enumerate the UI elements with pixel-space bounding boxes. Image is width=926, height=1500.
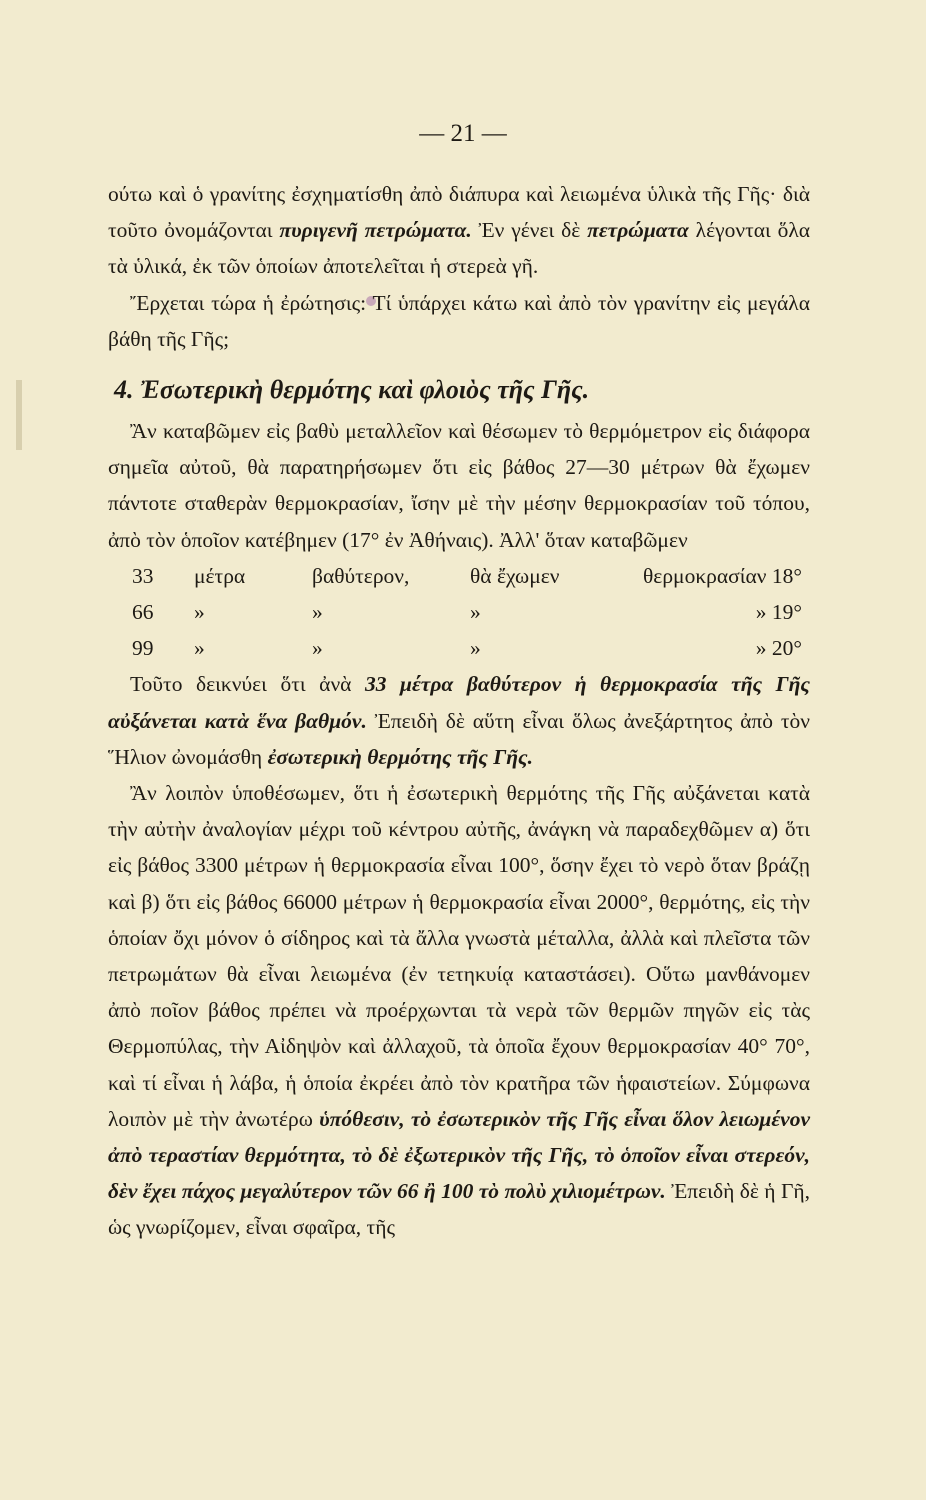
paragraph-2: Ἔρχεται τώρα ἡ ἐρώτησις: Τί ὑπάρχει κάτω καὶ ἀπὸ τὸν γρανίτην εἰς μεγάλα βάθη τῆς Γῆς; [108, 290, 810, 351]
page-number: — 21 — [419, 120, 507, 147]
table-row: 66 » » » » 19° [132, 600, 802, 625]
table-row: 33 μέτρα βαθύτερον, θὰ ἔχωμεν θερμοκρασίαν 18° [132, 563, 802, 588]
page-fold-mark [16, 380, 22, 450]
paragraph-4: Τοῦτο δεικνύει ὅτι ἀνὰ 33 μέτρα βαθύτερον ἡ θερμοκρασία τῆς Γῆς αὐξάνεται κατὰ ἕνα βαθμόν. Ἐπειδὴ δὲ αὕτη εἶναι ὅλως ἀνεξάρτητος ἀπὸ τὸν Ἥλιον ὠνομάσθη ἐσωτερικὴ θερμότης τῆς Γῆς. [108, 672, 811, 769]
paragraph-1: ούτω καὶ ὁ γρανίτης ἐσχηματίσθη ἀπὸ διάπυρα καὶ λειωμένα ὑλικὰ τῆς Γῆς· διὰ τοῦτο ὀνομάζονται πυριγενῆ πετρώματα. Ἐν γένει δὲ πετρώματα λέγονται ὅλα τὰ ὑλικά, ἐκ τῶν ὁποίων ἀποτελεῖται ἡ στερεὰ γῆ. [108, 182, 811, 279]
depth-temperature-table [132, 558, 802, 667]
section-heading: 4. Ἐσωτερικὴ θερμότης καὶ φλοιὸς τῆς Γῆς. [114, 375, 590, 405]
table-row: 99 » » » » 20° [132, 636, 802, 661]
body-text [108, 176, 810, 1246]
paragraph-3: Ἂν καταβῶμεν εἰς βαθὺ μεταλλεῖον καὶ θέσωμεν τὸ θερμόμετρον εἰς διάφορα σημεῖα αὐτοῦ, θὰ παρατηρήσωμεν ὅτι εἰς βάθος 27—30 μέτρων θὰ ἔχωμεν πάντοτε σταθερὰν θερμοκρασίαν, ἴσην μὲ τὴν μέσην θερμοκρασίαν τοῦ τόπου, ἀπὸ τὸν ὁποῖον κατέβημεν (17° ἐν Ἀθήναις). Ἀλλ' ὅταν καταβῶμεν [108, 419, 810, 552]
paragraph-5: Ἂν λοιπὸν ὑποθέσωμεν, ὅτι ἡ ἐσωτερικὴ θερμότης τῆς Γῆς αὐξάνεται κατὰ τὴν αὐτὴν ἀναλογίαν μέχρι τοῦ κέντρου αὐτῆς, ἀνάγκη νὰ παραδεχθῶμεν α) ὅτι εἰς βάθος 3300 μέτρων ἡ θερμοκρασία εἶναι 100°, ὅσην ἔχει τὸ νερὸ ὅταν βράζῃ καὶ β) ὅτι εἰς βάθος 66000 μέτρων ἡ θερμοκρασία εἶναι 2000°, θερμότης, εἰς τὴν ὁποίαν ὄχι μόνον ὁ σίδηρος καὶ τὰ ἄλλα γνωστὰ μέταλλα, ἀλλὰ καὶ πλεῖστα τῶν πετρωμάτων θὰ εἶναι λειωμένα (ἐν τετηκυίᾳ καταστάσει). Οὕτω μανθάνομεν ἀπὸ ποῖον βάθος πρέπει νὰ προέρχωνται τὰ νερὰ τῶν θερμῶν πηγῶν εἰς τὰς Θερμοπύλας, τὴν Αἰδηψὸν καὶ ἀλλαχοῦ, τὰ ὁποῖα ἔχουν θερμοκρασίαν 40° 70°, καὶ τί εἶναι ἡ λάβα, ἡ ὁποία ἐκρέει ἀπὸ τὸν κρατῆρα τῶν ἡφαιστείων. Σύμφωνα λοιπὸν μὲ τὴν ἀνωτέρω ὑπόθεσιν, τὸ ἐσωτερικὸν τῆς Γῆς εἶναι ὅλον λειωμένον ἀπὸ τεραστίαν θερμότητα, τὸ δὲ ἐξωτερικὸν τῆς Γῆς, τὸ ὁποῖον εἶναι στερεόν, δὲν ἔχει πάχος μεγαλύτερον τῶν 66 ἢ 100 τὸ πολὺ χιλιομέτρων. Ἐπειδὴ δὲ ἡ Γῆ, ὡς γνωρίζομεν, εἶναι σφαῖρα, τῆς [108, 781, 811, 1240]
